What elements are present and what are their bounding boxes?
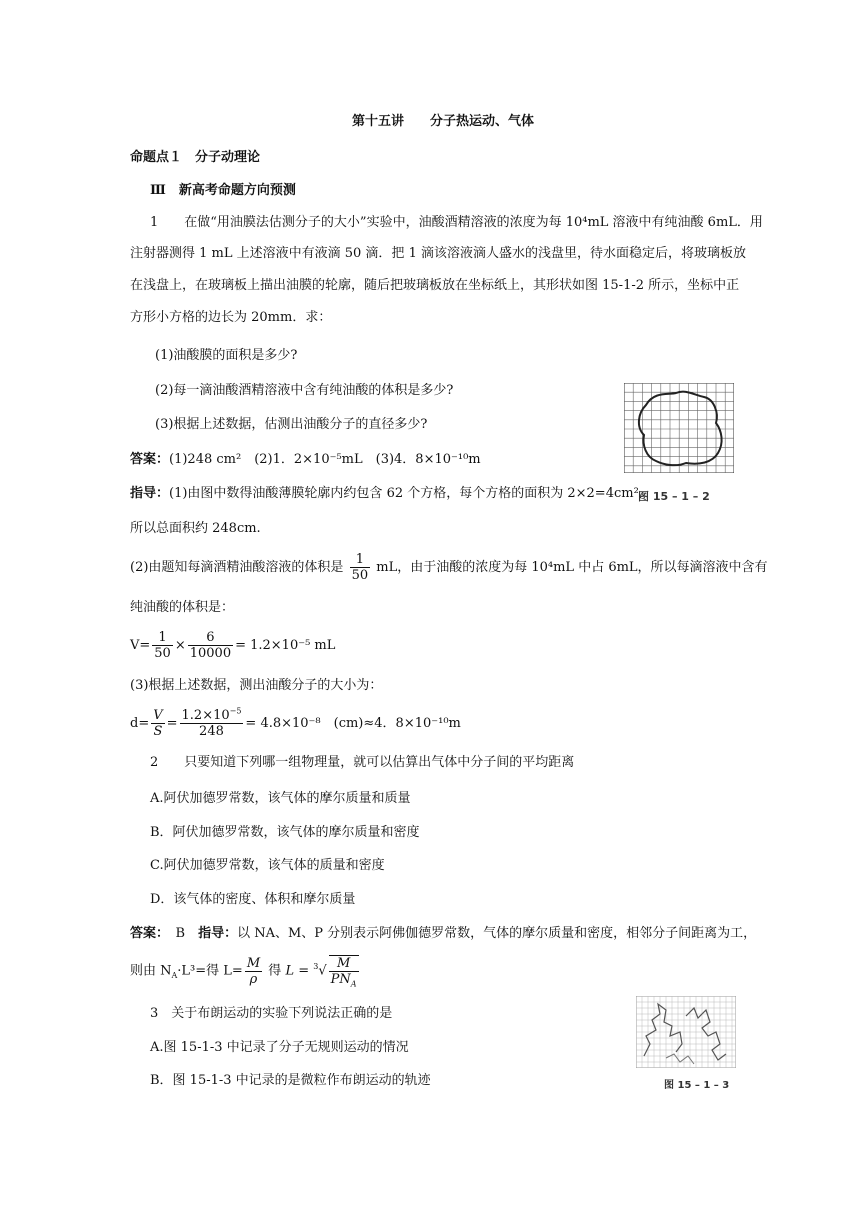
guide-text: 以 NA、M、P 分别表示阿佛伽德罗常数，气体的摩尔质量和密度，相邻分子间距离为工，: [237, 926, 757, 941]
q3-option-b: B．图 15-1-3 中记录的是微粒作布朗运动的轨迹: [150, 1073, 431, 1088]
q1-guide-line1: [130, 485, 643, 503]
v-formula: V= $\frac{1}{50}$ × $\frac{6}{10000}$ = 1.2×10⁻⁵ mL: [130, 630, 336, 661]
q1-sub2: (2)每一滴油酸酒精溶液中含有纯油酸的体积是多少?: [155, 383, 454, 398]
frac-value: $\frac{1.2\times 10^{-5}}{248}$: [181, 706, 242, 739]
frac-v-s: $\frac{V}{S}$: [153, 708, 163, 739]
q2-option-c: C.阿伏加德罗常数，该气体的质量和密度: [150, 858, 385, 873]
frac-1-50: $\frac{1}{50}$: [154, 630, 171, 661]
frac-6-10000: $\frac{6}{10000}$: [189, 630, 232, 661]
d-formula: d= $\frac{V}{S}$ = $\frac{1.2\times 10^{-5}}{248}$ = 4.8×10⁻⁸ (cm)≈4．8×10⁻¹⁰m: [130, 706, 461, 739]
guide-label: 指导：: [130, 486, 170, 501]
q1-line2: 注射器测得 1 mL 上述溶液中有液滴 50 滴．把 1 滴该溶液滴人盛水的浅盘里，待水面稳定后，将玻璃板放: [130, 246, 746, 261]
guide3a: (2)由题知每滴酒精油酸溶液的体积是: [130, 560, 344, 575]
oil-film-figure: [624, 383, 734, 473]
figure-caption-15-1-3: 图 15 – 1 – 3: [664, 1080, 730, 1091]
figure-caption-15-1-2: 图 15 – 1 – 2: [638, 490, 710, 503]
frac-m-rho: $\frac{M}{\rho}$: [246, 955, 261, 987]
section-heading: 命题点１ 分子动理论: [130, 150, 261, 165]
q3-stem: 3 关于布朗运动的实验下列说法正确的是: [150, 1006, 393, 1021]
guide2a: 则由 N: [130, 963, 172, 979]
guide2b: ·L³=得 L=: [177, 963, 243, 979]
answer-label: 答案：: [130, 926, 163, 941]
answer-text: (1)248 cm² (2)1．2×10⁻⁵mL (3)4．8×10⁻¹⁰m: [169, 452, 481, 467]
q2-stem: 2 只要知道下列哪一组物理量，就可以估算出气体中分子间的平均距离: [150, 755, 575, 770]
q1-guide-line3: [130, 552, 768, 583]
q2-option-b: B．阿伏加德罗常数，该气体的摩尔质量和密度: [150, 825, 420, 840]
q1-guide-line2: 所以总面积约 248cm.: [130, 521, 261, 536]
guide-label: 指导：: [198, 926, 238, 941]
q1-guide-line5: (3)根据上述数据，测出油酸分子的大小为：: [130, 678, 383, 693]
q2-guide-formula: 则由 $N_A\cdot L^3=$得 L= $\frac{M}{\rho}$ 得 L = $^3$√ $\frac{M}{PN_A}$: [130, 955, 361, 987]
q2-option-d: D．该气体的密度、体积和摩尔质量: [150, 892, 356, 907]
d-result: = 4.8×10⁻⁸ (cm)≈4．8×10⁻¹⁰m: [245, 716, 461, 731]
d-prefix: d=: [130, 716, 150, 731]
answer-label: 答案：: [130, 452, 170, 467]
q1-line4: 方形小方格的边长为 20mm．求：: [130, 310, 332, 325]
q1-line3: 在浅盘上，在玻璃板上描出油膜的轮廓，随后把玻璃板放在坐标纸上，其形状如图 15-1-2 所示，坐标中正: [130, 278, 740, 293]
q3-option-a: A.图 15-1-3 中记录了分子无规则运动的情况: [150, 1040, 409, 1055]
v-result: = 1.2×10⁻⁵ mL: [235, 638, 336, 653]
guide2c: 得: [268, 963, 282, 979]
answer-text: B: [162, 926, 199, 941]
q1-guide-line4: 纯油酸的体积是：: [130, 600, 235, 615]
fraction-1-50: $\frac{1}{50}$: [351, 552, 369, 583]
guide-text: (1)由图中数得油酸薄膜轮廓内约包含 62 个方格，每个方格的面积为 2×2=4cm²,: [169, 486, 643, 501]
page-title: 第十五讲 分子热运动、气体: [352, 114, 535, 129]
q2-option-a: A.阿伏加德罗常数，该气体的摩尔质量和质量: [150, 791, 411, 806]
q1-line1: 1 在做“用油膜法估测分子的大小”实验中，油酸酒精溶液的浓度为每 10⁴mL 溶液中有纯油酸 6mL．用: [150, 215, 763, 230]
q1-sub3: (3)根据上述数据，估测出油酸分子的直径多少?: [155, 417, 428, 432]
subsection-heading: Ⅲ 新高考命题方向预测: [150, 183, 296, 198]
guide3b: mL，由于油酸的浓度为每 10⁴mL 中占 6mL，所以每滴溶液中含有: [376, 560, 768, 575]
q2-answer: [130, 925, 756, 943]
brownian-motion-figure: [636, 996, 736, 1068]
v-prefix: V=: [130, 638, 151, 653]
cube-root: $^3$√ $\frac{M}{PN_A}$: [313, 956, 357, 989]
q1-answer: [130, 451, 481, 469]
q1-sub1: (1)油酸膜的面积是多少?: [155, 348, 298, 363]
